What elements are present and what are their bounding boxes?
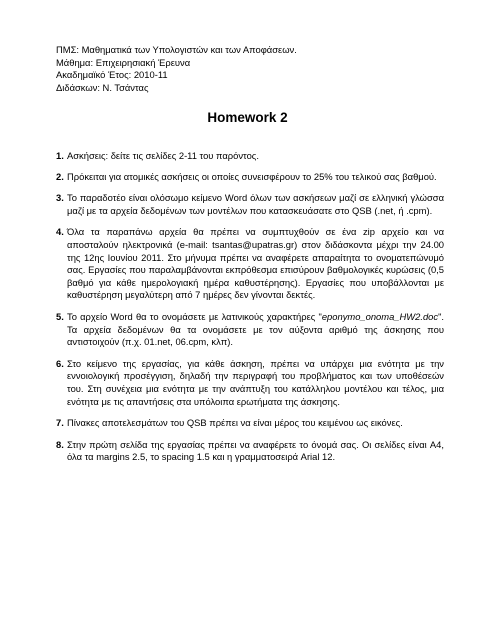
item-text: Στην πρώτη σελίδα της εργασίας πρέπει να αναφέρετε το όνομά σας. Οι σελίδες είναι A4, όλα τα margins 2.5, το spacing 1.5 και η γραμματοσειρά Arial 12. [67,438,444,463]
item-text: Το παραδοτέο είναι ολόσωμο κείμενο Word όλων των ασκήσεων μαζί σε ελληνική γλώσσα μαζί με τα αρχεία δεδομένων των μοντέλων που κατασκευάσατε στο QSB (.net, ή .cpm). [67,192,444,216]
header-academic-year: Ακαδημαϊκό Έτος: 2010-11 [56,69,168,81]
item-text: Όλα τα παραπάνω αρχεία θα πρέπει να συμπτυχθούν σε ένα zip αρχείο και να αποσταλούν ηλεκτρονικά (e-mail: tsantas@upatras.gr) στον διδάσκοντα μέχρι την 24.00 της 12ης Ιουνίου 2011. Στο μήνυμα πρέπει να αναφέρετε απαραίτητα το ονοματεπώνυμό σας. Εργασίες που παραλαμβάνονται εκπρόθεσμα επισύρουν βαθμολογικές κυρώσεις (0,5 βαθμό για κάθε ημερολογιακή ημέρα καθυστέρησης). Εργασίες που υποβάλλονται με καθυστέρηση μεγαλύτερη από 7 ημέρες δεν γίνονται δεκτές. [67,226,444,301]
instruction-item [56,417,444,430]
item-number: 1. [56,150,64,161]
instruction-item [56,439,444,464]
page-title: Homework 2 [207,110,288,125]
item-number: 3. [56,192,64,204]
instruction-item [56,150,444,163]
item-text [67,311,444,349]
instruction-item [56,311,444,349]
item-text-post: ". Τα αρχεία δεδομένων θα τα ονομάσετε με τον αύξοντα αριθμό της άσκησης που αντιστοιχούν (π.χ. 01.net, 06.cpm, κλπ). [67,310,444,348]
header-course: Μάθημα: Επιχειρησιακή Έρευνα [56,56,191,68]
item-number: 5. [56,310,64,322]
item-number: 2. [56,170,64,182]
instruction-item [56,192,444,217]
item-text: Ασκήσεις: δείτε τις σελίδες 2-11 του παρόντος. [67,150,259,161]
item-number: 6. [56,357,64,369]
instruction-item [56,358,444,408]
item-text: Στο κείμενο της εργασίας, για κάθε άσκηση, πρέπει να υπάρχει μια ενότητα με την εννοιολογική προσέγγιση, δηλαδή την περιγραφή του προβλήματος και των υποθέσεών του. Στη συνέχεια μια ενότητα με την ανάπτυξη του κατάλληλου μοντέλου και τέλος, μια ενότητα με τις απαντήσεις στα υπόλοιπα ερωτήματα της άσκησης. [67,357,444,407]
course-header [56,44,297,94]
filename-example: eponymo_onoma_HW2.doc [321,310,439,322]
item-number: 4. [56,226,64,238]
instruction-item [56,226,444,302]
instruction-item [56,171,444,184]
instructions-list [56,150,444,473]
item-text: Πίνακες αποτελεσμάτων του QSB πρέπει να είναι μέρος του κειμένου ως εικόνες. [67,417,403,429]
item-text: Πρόκειται για ατομικές ασκήσεις οι οποίες συνεισφέρουν το 25% του τελικού σας βαθμού. [67,170,437,182]
item-number: 7. [56,417,64,429]
item-number: 8. [56,438,64,450]
item-text-pre: Το αρχείο Word θα το ονομάσετε με λατινικούς χαρακτήρες " [67,310,322,322]
header-instructor: Διδάσκων: Ν. Τσάντας [56,81,149,93]
header-program: ΠΜΣ: Μαθηματικά των Υπολογιστών και των Αποφάσεων. [56,44,297,55]
